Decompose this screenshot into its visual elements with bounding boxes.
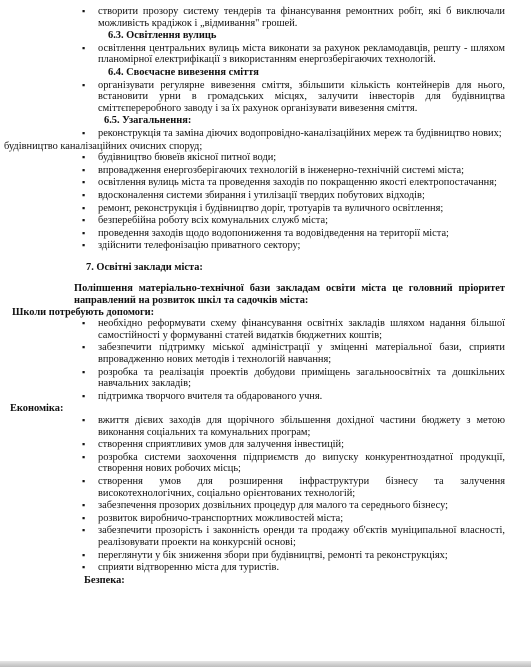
list-item: ▪ створення сприятливих умов для залучення інвестицій; <box>76 439 505 451</box>
list-item: ▪ необхідно реформувати схему фінансування освітніх закладів шляхом надання більшої самостійності у формуванні статей видатків бюджетних коштів; <box>76 318 505 341</box>
list-item: ▪ ремонт, реконструкція і будівництво доріг, тротуарів та вуличного освітлення; <box>76 203 505 215</box>
list-item: ▪ здійснити телефонізацію приватного сектору; <box>76 240 505 252</box>
subheading-economy: Економіка: <box>10 403 64 415</box>
page-bottom-edge <box>0 661 531 667</box>
bullet-list-summary-a <box>76 128 505 140</box>
list-item: ▪ забезпечення прозорих дозвільних процедур для малого та середнього бізнесу; <box>76 500 505 512</box>
bullet-list-schools <box>76 318 505 402</box>
list-item: ▪ забезпечити прозорість і законність оренди та продажу об'єктів муніципальної власності, реалізовувати проекти на конкурсній основі; <box>76 525 505 548</box>
plain-line-treatment: будівництво каналізаційних очисних споруд; <box>4 140 203 152</box>
list-item: ▪ безперебійна роботу всіх комунальних служб міста; <box>76 215 505 227</box>
list-item: ▪ організувати регулярне вивезення сміття, збільшити кількість контейнерів для нього, встановити урни в громадських місцях, залучити інвесторів для будівництва сміттєпереробного заводу і за їх рахунок організувати вивезення сміття. <box>76 80 505 115</box>
list-item: ▪ будівництво бювеїв якісної питної води; <box>76 152 505 164</box>
list-item: ▪ освітлення центральних вулиць міста виконати за рахунок рекламодавців, решту - шляхом планомірної електрифікації з використанням енергозберігаючих технологій. <box>76 43 505 66</box>
subheading-street-lighting: 6.3. Освітлення вулиць <box>108 30 217 42</box>
list-item: ▪ створення умов для розширення інфраструктури бізнесу та залучення високотехнологічних, соціально орієнтованих технологій; <box>76 476 505 499</box>
list-item: ▪ вдосконалення системи збирання і утилізації твердих побутових відходів; <box>76 190 505 202</box>
bullet-list-summary-b <box>76 152 505 252</box>
list-item: ▪ проведення заходів щодо водопониження та водовідведення на території міста; <box>76 228 505 240</box>
subheading-garbage-removal: 6.4. Своєчасне вивезення сміття <box>108 66 259 78</box>
bullet-list-lighting <box>76 43 505 66</box>
list-item: ▪ реконструкція та заміна діючих водопровідно-каналізаційних мереж та будівництво нових; <box>76 128 505 140</box>
list-item: ▪ вжиття дієвих заходів для щорічного збільшення дохідної частини бюджету з метою виконання соціальних та комунальних програм; <box>76 415 505 438</box>
bullet-list-repairs <box>76 6 505 29</box>
subheading-schools: Школи потребують допомоги: <box>12 306 155 318</box>
list-item: ▪ розробка системи заохочення підприємств до випуску конкурентноздатної продукції, створення нових робочих місць; <box>76 452 505 475</box>
list-item: ▪ створити прозору систему тендерів та фінансування ремонтних робіт, які б виключали можливість крадіжок і „відмивання" грошей. <box>76 6 505 29</box>
list-item: ▪ розвиток виробничо-транспортних можливостей міста; <box>76 513 505 525</box>
list-item: ▪ впровадження енергозберігаючих технологій в інженерно-технічній системі міста; <box>76 165 505 177</box>
list-item: ▪ освітлення вулиць міста та проведення заходів по покращенню якості електропостачання; <box>76 177 505 189</box>
education-lead-paragraph: Поліпшення матеріально-технічної бази закладам освіти міста це головний пріоритет направлений на розвиток шкіл та садочків міста: <box>74 283 505 307</box>
bullet-list-economy <box>76 415 505 574</box>
list-item: ▪ сприяти відтворенню міста для туристів. <box>76 562 505 574</box>
list-item: ▪ забезпечити підтримку міської адміністрації у зміценні матеріальної бази, сприяти впровадженню нових методів і технологій навчання; <box>76 342 505 365</box>
subheading-summary: 6.5. Узагальнення: <box>104 115 192 127</box>
list-item: ▪ переглянути у бік зниження збори при будівництві, ремонті та реконструкціях; <box>76 550 505 562</box>
list-item: ▪ розробка та реалізація проектів добудови приміщень загальноосвітніх та дошкільних навчальних закладів; <box>76 367 505 390</box>
list-item: ▪ підтримка творчого вчителя та обдарованого учня. <box>76 391 505 403</box>
subheading-security: Безпека: <box>84 574 125 586</box>
section-heading-education: 7. Освітні заклади міста: <box>86 261 203 273</box>
bullet-list-garbage <box>76 80 505 115</box>
